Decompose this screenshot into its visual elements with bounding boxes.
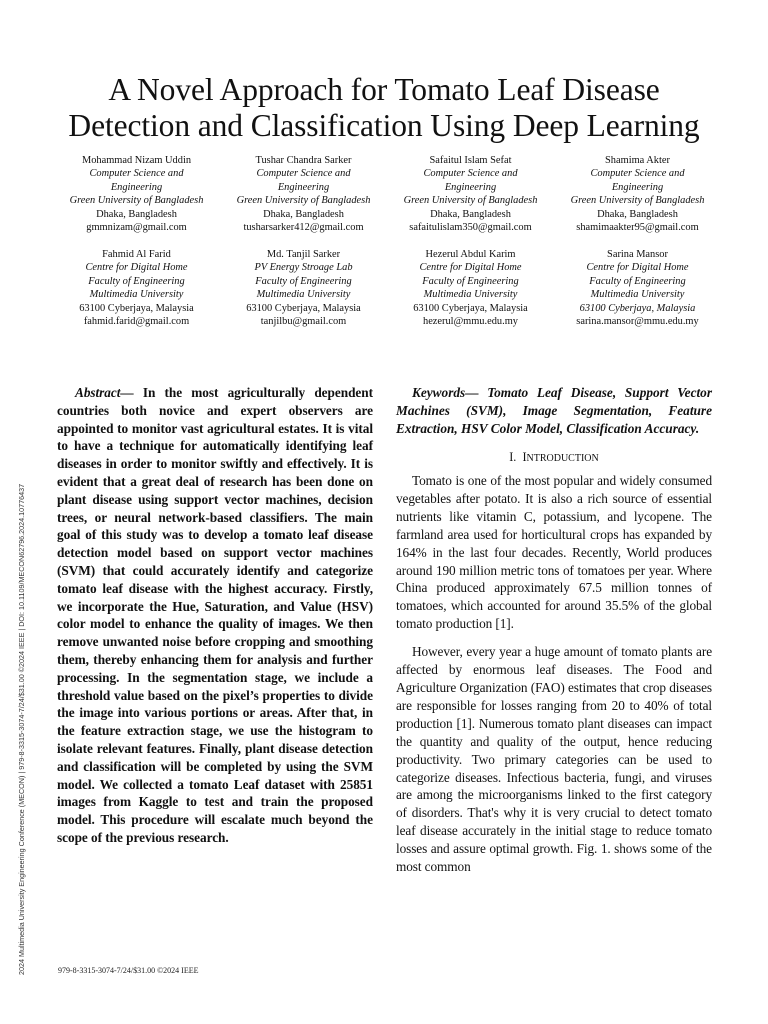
author-name: Hezerul Abdul Karim	[425, 249, 516, 260]
abstract	[57, 384, 373, 847]
author-location: 63100 Cyberjaya, Malaysia	[579, 302, 696, 314]
author-affiliation: Faculty of Engineering	[88, 275, 185, 287]
intro-paragraph: However, every year a huge amount of tomato plants are affected by enormous leaf diseases. The Food and Agriculture Organization (FAO) estimates that crop diseases are responsible for losses ranging from 20 to 40% of total production [1]. Numerous tomato plant diseases can impact the quantity and quality of the output, hence reducing productivity. Two primary categories can be used to categorize diseases. Infectious bacteria, fungi, and viruses are among the microorganisms linked to the first category of disorders. That's why it is very crucial to detect tomato leaf disease accurately in the initial stage to reduce tomato losses and assure optimal growth. Fig. 1. shows some of the most common	[396, 644, 712, 875]
author-location: Dhaka, Bangladesh	[96, 208, 177, 220]
author-affiliation: Multimedia University	[89, 289, 184, 301]
author-location: Dhaka, Bangladesh	[263, 208, 344, 220]
author-dept: Engineering	[611, 181, 664, 193]
author-affiliation: Centre for Digital Home	[85, 262, 188, 274]
author-location: 63100 Cyberjaya, Malaysia	[413, 302, 528, 314]
author-name: Md. Tanjil Sarker	[266, 249, 341, 260]
author-dept: Engineering	[444, 181, 497, 193]
author-name: Safaitul Islam Sefat	[429, 155, 512, 166]
author-email: gmmnizam@gmail.com	[86, 222, 187, 234]
author-name: Fahmid Al Farid	[102, 249, 171, 260]
author-affiliation: PV Energy Stroage Lab	[254, 262, 353, 274]
author-dept: Engineering	[110, 181, 163, 193]
author-block	[554, 154, 721, 234]
author-email: tusharsarker412@gmail.com	[243, 222, 364, 234]
author-affiliation: Faculty of Engineering	[422, 275, 519, 287]
author-affiliation: Faculty of Engineering	[255, 275, 352, 287]
abstract-text: In the most agriculturally dependent countries both novice and expert observers are appointed to monitor vast agricultural estates. It is vital to have a technique for automatically identifying leaf diseases in order to monitor swiftly and effectively. It is evident that a great deal of research has been done on plant disease using support vector machines, decision trees, or neural network-based classifiers. The main goal of this study was to develop a tomato leaf disease detection model based on support vector machines (SVM) that could accurately identify and categorize tomato leaf disease with the highest accuracy. Firstly, we incorporate the Hue, Saturation, and Value (HSV) color model to enhance the quality of images. We then remove unwanted noise before cropping and smoothing them, thereby enhancing them for analysis and further processing. In the segmentation stage, we include a threshold value based on the pixel’s properties to divide the image into various portions or areas. After that, in the feature extraction stage, we use the histogram to isolate relevant features. Finally, plant disease detection and classification will be completed by using the SVM model. We collected a tomato Leaf dataset with 25851 images from Kaggle to test and train the proposed model. This procedure will escalate much beyond the scope of the previous research.	[57, 385, 373, 845]
author-row-2	[53, 248, 721, 328]
section-first-letter: I	[522, 450, 527, 464]
author-location: Dhaka, Bangladesh	[430, 208, 511, 220]
author-block	[220, 154, 387, 234]
author-institution: Green University of Bangladesh	[570, 195, 705, 207]
author-block	[220, 248, 387, 328]
author-affiliation: Centre for Digital Home	[586, 262, 689, 274]
author-location: 63100 Cyberjaya, Malaysia	[246, 302, 361, 314]
section-heading-introduction	[396, 450, 712, 466]
author-affiliation: Multimedia University	[590, 289, 685, 301]
section-numeral: I.	[509, 450, 517, 464]
author-name: Mohammad Nizam Uddin	[81, 155, 192, 166]
title-line: A Novel Approach for Tomato Leaf Disease	[108, 72, 660, 107]
author-dept: Computer Science and	[89, 168, 184, 180]
author-institution: Green University of Bangladesh	[236, 195, 371, 207]
author-block	[53, 248, 220, 328]
section-title-rest: NTRODUCTION	[526, 453, 599, 464]
author-dept: Computer Science and	[590, 168, 685, 180]
author-name: Shamima Akter	[605, 155, 670, 166]
author-email: tanjilbu@gmail.com	[260, 316, 347, 328]
paper-title	[40, 72, 728, 144]
right-column	[396, 384, 712, 876]
author-email: safaitulislam350@gmail.com	[409, 222, 532, 234]
title-line: Detection and Classification Using Deep Learning	[68, 108, 700, 143]
author-block	[387, 248, 554, 328]
doi-sidebar-text: 2024 Multimedia University Engineering Conference (MECON) | 979-8-3315-3074-7/24/$31.00 ©2024 IEEE | DOI: 10.1109/MECON62796.2024.10776437	[17, 483, 26, 975]
author-dept: Engineering	[277, 181, 330, 193]
author-affiliation: Multimedia University	[256, 289, 351, 301]
author-email: hezerul@mmu.edu.my	[423, 316, 518, 328]
author-email: sarina.mansor@mmu.edu.my	[576, 316, 699, 328]
author-affiliation: Faculty of Engineering	[589, 275, 686, 287]
author-affiliation: Multimedia University	[423, 289, 518, 301]
keywords: Keywords— Tomato Leaf Disease, Support Vector Machines (SVM), Image Segmentation, Feature Extraction, HSV Color Model, Classification Accuracy.	[396, 385, 712, 436]
author-name: Sarina Mansor	[607, 249, 668, 260]
author-location: 63100 Cyberjaya, Malaysia	[79, 302, 194, 314]
author-dept: Computer Science and	[256, 168, 351, 180]
author-block	[53, 154, 220, 234]
author-affiliation: Centre for Digital Home	[419, 262, 522, 274]
author-email: fahmid.farid@gmail.com	[83, 316, 190, 328]
author-block	[554, 248, 721, 328]
abstract-lead: Abstract—	[75, 385, 134, 400]
author-row-1	[53, 154, 721, 234]
author-institution: Green University of Bangladesh	[403, 195, 538, 207]
author-block	[387, 154, 554, 234]
author-name: Tushar Chandra Sarker	[255, 155, 352, 166]
author-email: shamimaakter95@gmail.com	[576, 222, 699, 234]
left-column	[57, 384, 373, 847]
author-location: Dhaka, Bangladesh	[597, 208, 678, 220]
copyright-footer: 979-8-3315-3074-7/24/$31.00 ©2024 IEEE	[58, 966, 199, 975]
author-institution: Green University of Bangladesh	[69, 195, 204, 207]
intro-paragraph: Tomato is one of the most popular and widely consumed vegetables after potato. It is also a rich source of essential nutrients like vitamin C, potassium, and lycopene. The farmland area used for horticultural crops has expanded by 164% in the last four decades. Recently, World produces around 190 million metric tons of tomatoes per year. Where China produced approximately 67.5 million tonnes of tomatoes, which accounted for around 35.5% of the global tomato production [1].	[396, 473, 712, 632]
author-dept: Computer Science and	[423, 168, 518, 180]
